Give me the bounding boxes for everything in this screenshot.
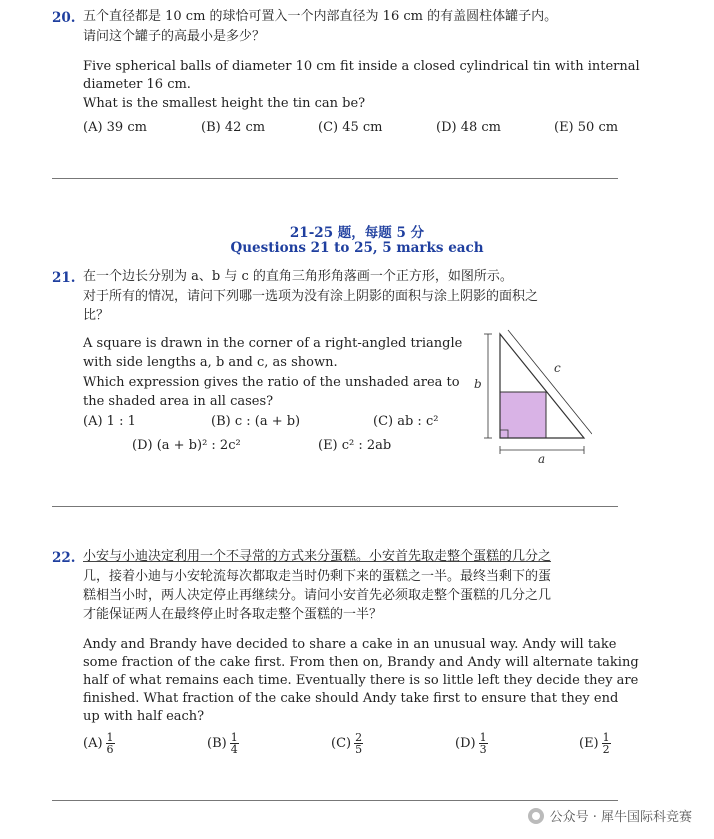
question-text-en: the shaded area in all cases? [83, 394, 274, 409]
question-text-en: with side lengths a, b and c, as shown. [83, 355, 338, 370]
option-a[interactable]: (A) $\frac{1}{6}$ [83, 731, 114, 756]
option-c[interactable]: (C) 45 cm [318, 120, 383, 135]
fraction: $\frac{1}{3}$ [479, 731, 487, 756]
question-text-zh: 请问这个罐子的高最小是多少？ [83, 29, 266, 44]
divider [52, 178, 618, 179]
question-text-en: Five spherical balls of diameter 10 cm fit inside a closed cylindrical tin with internal [83, 59, 640, 74]
fraction: $\frac{1}{6}$ [106, 731, 114, 756]
question-text-en: half of what remains each time. Eventually there is so little left they decide they are [83, 673, 639, 688]
option-d[interactable]: (D) (a + b)² : 2c² [132, 438, 241, 453]
question-text-en: finished. What fraction of the cake should Andy take first to ensure that they end [83, 691, 619, 706]
question-text-en: Which expression gives the ratio of the unshaded area to [83, 375, 460, 390]
divider [52, 800, 618, 801]
fraction: $\frac{1}{2}$ [602, 731, 610, 756]
question-20 [52, 8, 640, 138]
option-e[interactable]: (E) c² : 2ab [318, 438, 392, 453]
question-22 [52, 548, 639, 768]
question-number: 21. [52, 270, 76, 286]
question-text-zh: 对于所有的情况，请问下列哪一选项为没有涂上阴影的面积与涂上阴影的面积之 [83, 289, 539, 304]
question-text-zh: 小安与小迪决定利用一个不寻常的方式来分蛋糕。小安首先取走整个蛋糕的几分之 [83, 549, 552, 564]
question-text-zh: 几，接着小迪与小安轮流每次都取走当时仍剩下来的蛋糕之一半。最终当剩下的蛋 [83, 569, 552, 584]
option-b[interactable]: (B) 42 cm [201, 120, 266, 135]
option-d[interactable]: (D) 48 cm [436, 120, 501, 135]
option-e[interactable]: (E) 50 cm [554, 120, 619, 135]
option-a[interactable]: (A) 39 cm [83, 120, 147, 135]
option-b[interactable]: (B) c : (a + b) [211, 414, 301, 429]
label-c: c [554, 361, 561, 375]
wechat-icon [528, 808, 544, 824]
triangle-figure [472, 324, 592, 464]
option-d[interactable]: (D) $\frac{1}{3}$ [455, 731, 487, 756]
fraction: $\frac{1}{4}$ [230, 731, 238, 756]
option-c[interactable]: (C) ab : c² [373, 414, 439, 429]
section-title-en: Questions 21 to 25, 5 marks each [230, 240, 484, 256]
section-title-zh: 21-25 题，每题 5 分 [289, 225, 425, 241]
question-text-zh: 在一个边长分别为 a、b 与 c 的直角三角形角落画一个正方形，如图所示。 [83, 269, 513, 284]
option-b[interactable]: (B) $\frac{1}{4}$ [207, 731, 238, 756]
question-text-zh: 糕相当小时，两人决定停止再继续分。请问小安首先必须取走整个蛋糕的几分之几 [83, 588, 552, 603]
question-text-zh: 比？ [83, 308, 110, 323]
question-text-en: diameter 16 cm. [83, 77, 191, 92]
question-text-en: some fraction of the cake first. From then on, Brandy and Andy will alternate taking [83, 655, 639, 670]
question-number: 22. [52, 550, 76, 566]
label-b: b [474, 377, 482, 391]
divider [52, 506, 618, 507]
fraction: $\frac{2}{5}$ [355, 731, 363, 756]
option-c[interactable]: (C) $\frac{2}{5}$ [331, 731, 363, 756]
watermark-text: 公众号 · 犀牛国际科竞赛 [549, 810, 692, 825]
question-text-en: A square is drawn in the corner of a right-angled triangle [83, 336, 463, 351]
label-a: a [538, 452, 546, 464]
watermark [528, 806, 692, 825]
shaded-square [500, 392, 546, 438]
question-text-en: What is the smallest height the tin can be? [83, 96, 366, 111]
question-number: 20. [52, 10, 76, 26]
question-text-en: Andy and Brandy have decided to share a cake in an unusual way. Andy will take [83, 637, 617, 652]
question-text-zh: 五个直径都是 10 cm 的球恰可置入一个内部直径为 16 cm 的有盖圆柱体罐子内。 [83, 9, 558, 24]
option-e[interactable]: (E) $\frac{1}{2}$ [579, 731, 610, 756]
option-a[interactable]: (A) 1 : 1 [83, 414, 136, 429]
question-text-zh: 才能保证两人在最终停止时各取走整个蛋糕的一半？ [83, 607, 383, 622]
question-21 [52, 268, 622, 468]
question-text-en: up with half each? [83, 709, 205, 724]
